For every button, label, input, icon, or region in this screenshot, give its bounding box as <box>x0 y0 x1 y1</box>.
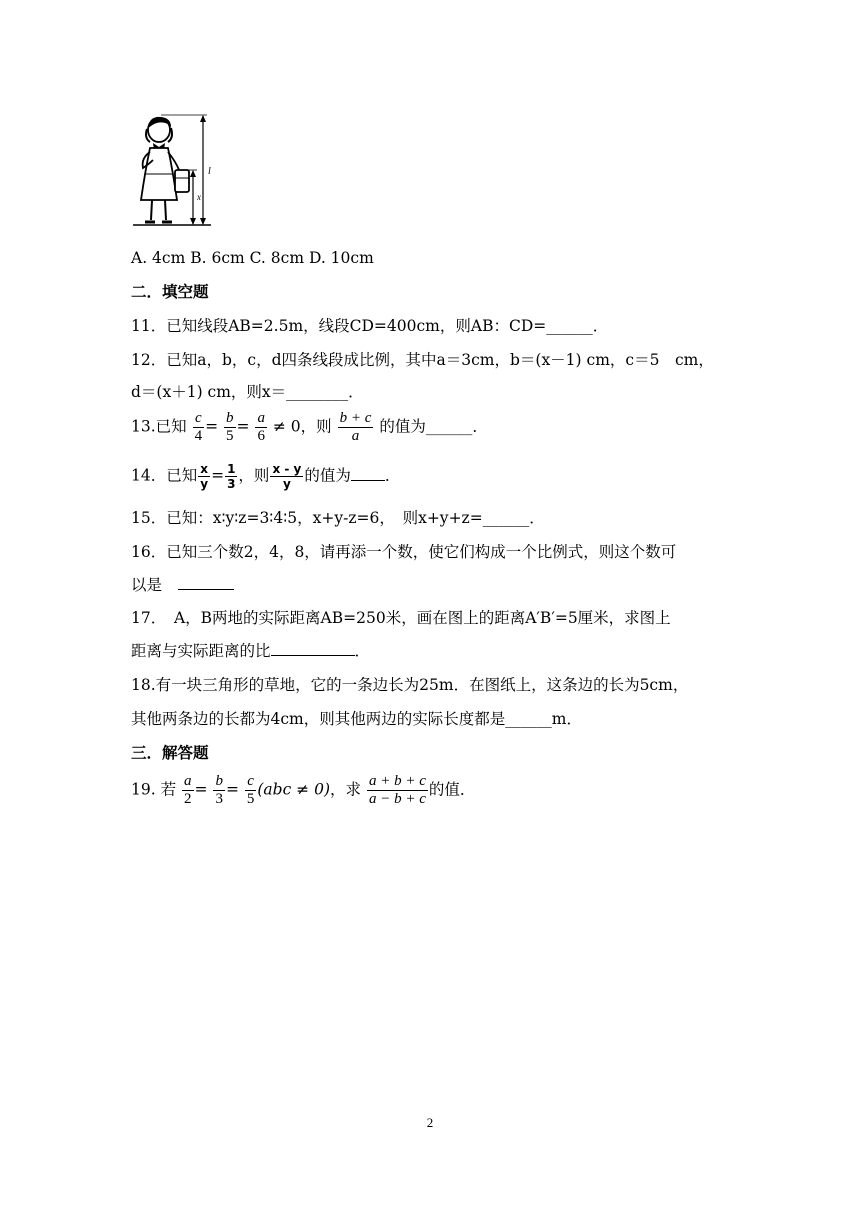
question-11: 11．已知线段AB=2.5m，线段CD=400cm，则AB：CD=______． <box>131 317 609 335</box>
q13-condition: ≠ 0 <box>272 417 301 436</box>
q19-fraction-2: $\frac{b}{3}$ <box>215 773 223 807</box>
q13-fraction-2: $\frac{b}{5}$ <box>226 410 234 444</box>
label-x: x <box>197 192 201 202</box>
q14-answer-blank <box>351 466 385 481</box>
q13-fraction-1: $\frac{c}{4}$ <box>194 410 203 444</box>
q19-mid: ，求 <box>330 780 362 799</box>
q17-end: ． <box>354 642 371 660</box>
girl-height-figure <box>131 112 215 230</box>
section-fill-in-heading: 二．填空题 <box>131 283 209 301</box>
q14-fraction-3: $\frac{x - y}{y}$ <box>272 462 302 491</box>
question-17-line2 <box>131 641 370 661</box>
question-17-line1: 17． A，B两地的实际距离AB=250米，画在图上的距离A′B′=5厘米，求图上 <box>131 609 671 627</box>
q19-prefix: 19. 若 <box>131 780 177 799</box>
question-13: 13.已知 $\frac{c}{4}$ = $\frac{b}{5}$ = $\frac{a}{6}$ ≠ 0，则 $\frac{b + c}{a}$ 的值为______． <box>131 410 488 444</box>
q19-condition: (abc ≠ 0) <box>257 780 331 799</box>
section-answer-heading: 三．解答题 <box>131 744 209 762</box>
question-18-line2: 其他两条边的长都为4cm，则其他两边的实际长度都是______m． <box>131 710 582 728</box>
q14-prefix: 14．已知 <box>131 466 198 485</box>
q16-answer-blank <box>178 575 234 590</box>
q14-fraction-2: $\frac{1}{3}$ <box>227 462 236 491</box>
girl-bag <box>175 170 189 192</box>
q14-fraction-1: $\frac{x}{y}$ <box>200 462 209 491</box>
q16-label: 以是 <box>131 576 163 594</box>
q13-prefix: 13.已知 <box>131 417 187 436</box>
q19-fraction-4: $\frac{a + b + c}{a - b + c}$ <box>368 773 426 807</box>
q10-options: A. 4cm B. 6cm C. 8cm D. 10cm <box>131 249 374 267</box>
q14-equals: = <box>211 466 225 485</box>
question-16-line2 <box>131 575 234 595</box>
question-16-line1: 16．已知三个数2，4，8，请再添一个数，使它们构成一个比例式，则这个数可 <box>131 543 677 561</box>
q13-fraction-4: $\frac{b + c}{a}$ <box>339 410 372 444</box>
q13-suffix: 的值为______． <box>379 417 488 436</box>
q13-fraction-3: $\frac{a}{6}$ <box>257 410 265 444</box>
q19-fraction-1: $\frac{a}{2}$ <box>184 773 192 807</box>
page-number: 2 <box>426 1115 434 1130</box>
question-14: 14．已知 $\frac{x}{y}$ = $\frac{1}{3}$ ，则 $\frac{x - y}{y}$ 的值为 ． <box>131 462 401 491</box>
question-19: 19. 若 $\frac{a}{2}$ = $\frac{b}{3}$ = $\frac{c}{5}$ (abc ≠ 0)，求 $\frac{a + b + c}{a - b + c}$ 的值． <box>131 773 476 807</box>
question-12-line2: d＝(x＋1) cm，则x＝________． <box>131 383 364 401</box>
q17-label: 距离与实际距离的比 <box>131 642 271 660</box>
q13-mid: ，则 <box>300 417 332 436</box>
q17-answer-blank <box>271 641 355 656</box>
q19-fraction-3: $\frac{c}{5}$ <box>246 773 255 807</box>
q14-suffix: 的值为 <box>304 466 351 485</box>
q19-suffix: 的值． <box>428 780 476 799</box>
label-l: l <box>208 166 211 177</box>
q14-mid: ，则 <box>238 466 270 485</box>
question-15: 15．已知：x∶y∶z=3∶4∶5，x+y-z=6， 则x+y+z=______． <box>131 509 545 527</box>
question-18-line1: 18.有一块三角形的草地，它的一条边长为25m．在图纸上，这条边的长为5cm， <box>131 676 689 694</box>
question-12-line1: 12．已知a，b，c，d四条线段成比例，其中a＝3cm，b＝(x－1) cm，c＝5 cm， <box>131 351 714 369</box>
